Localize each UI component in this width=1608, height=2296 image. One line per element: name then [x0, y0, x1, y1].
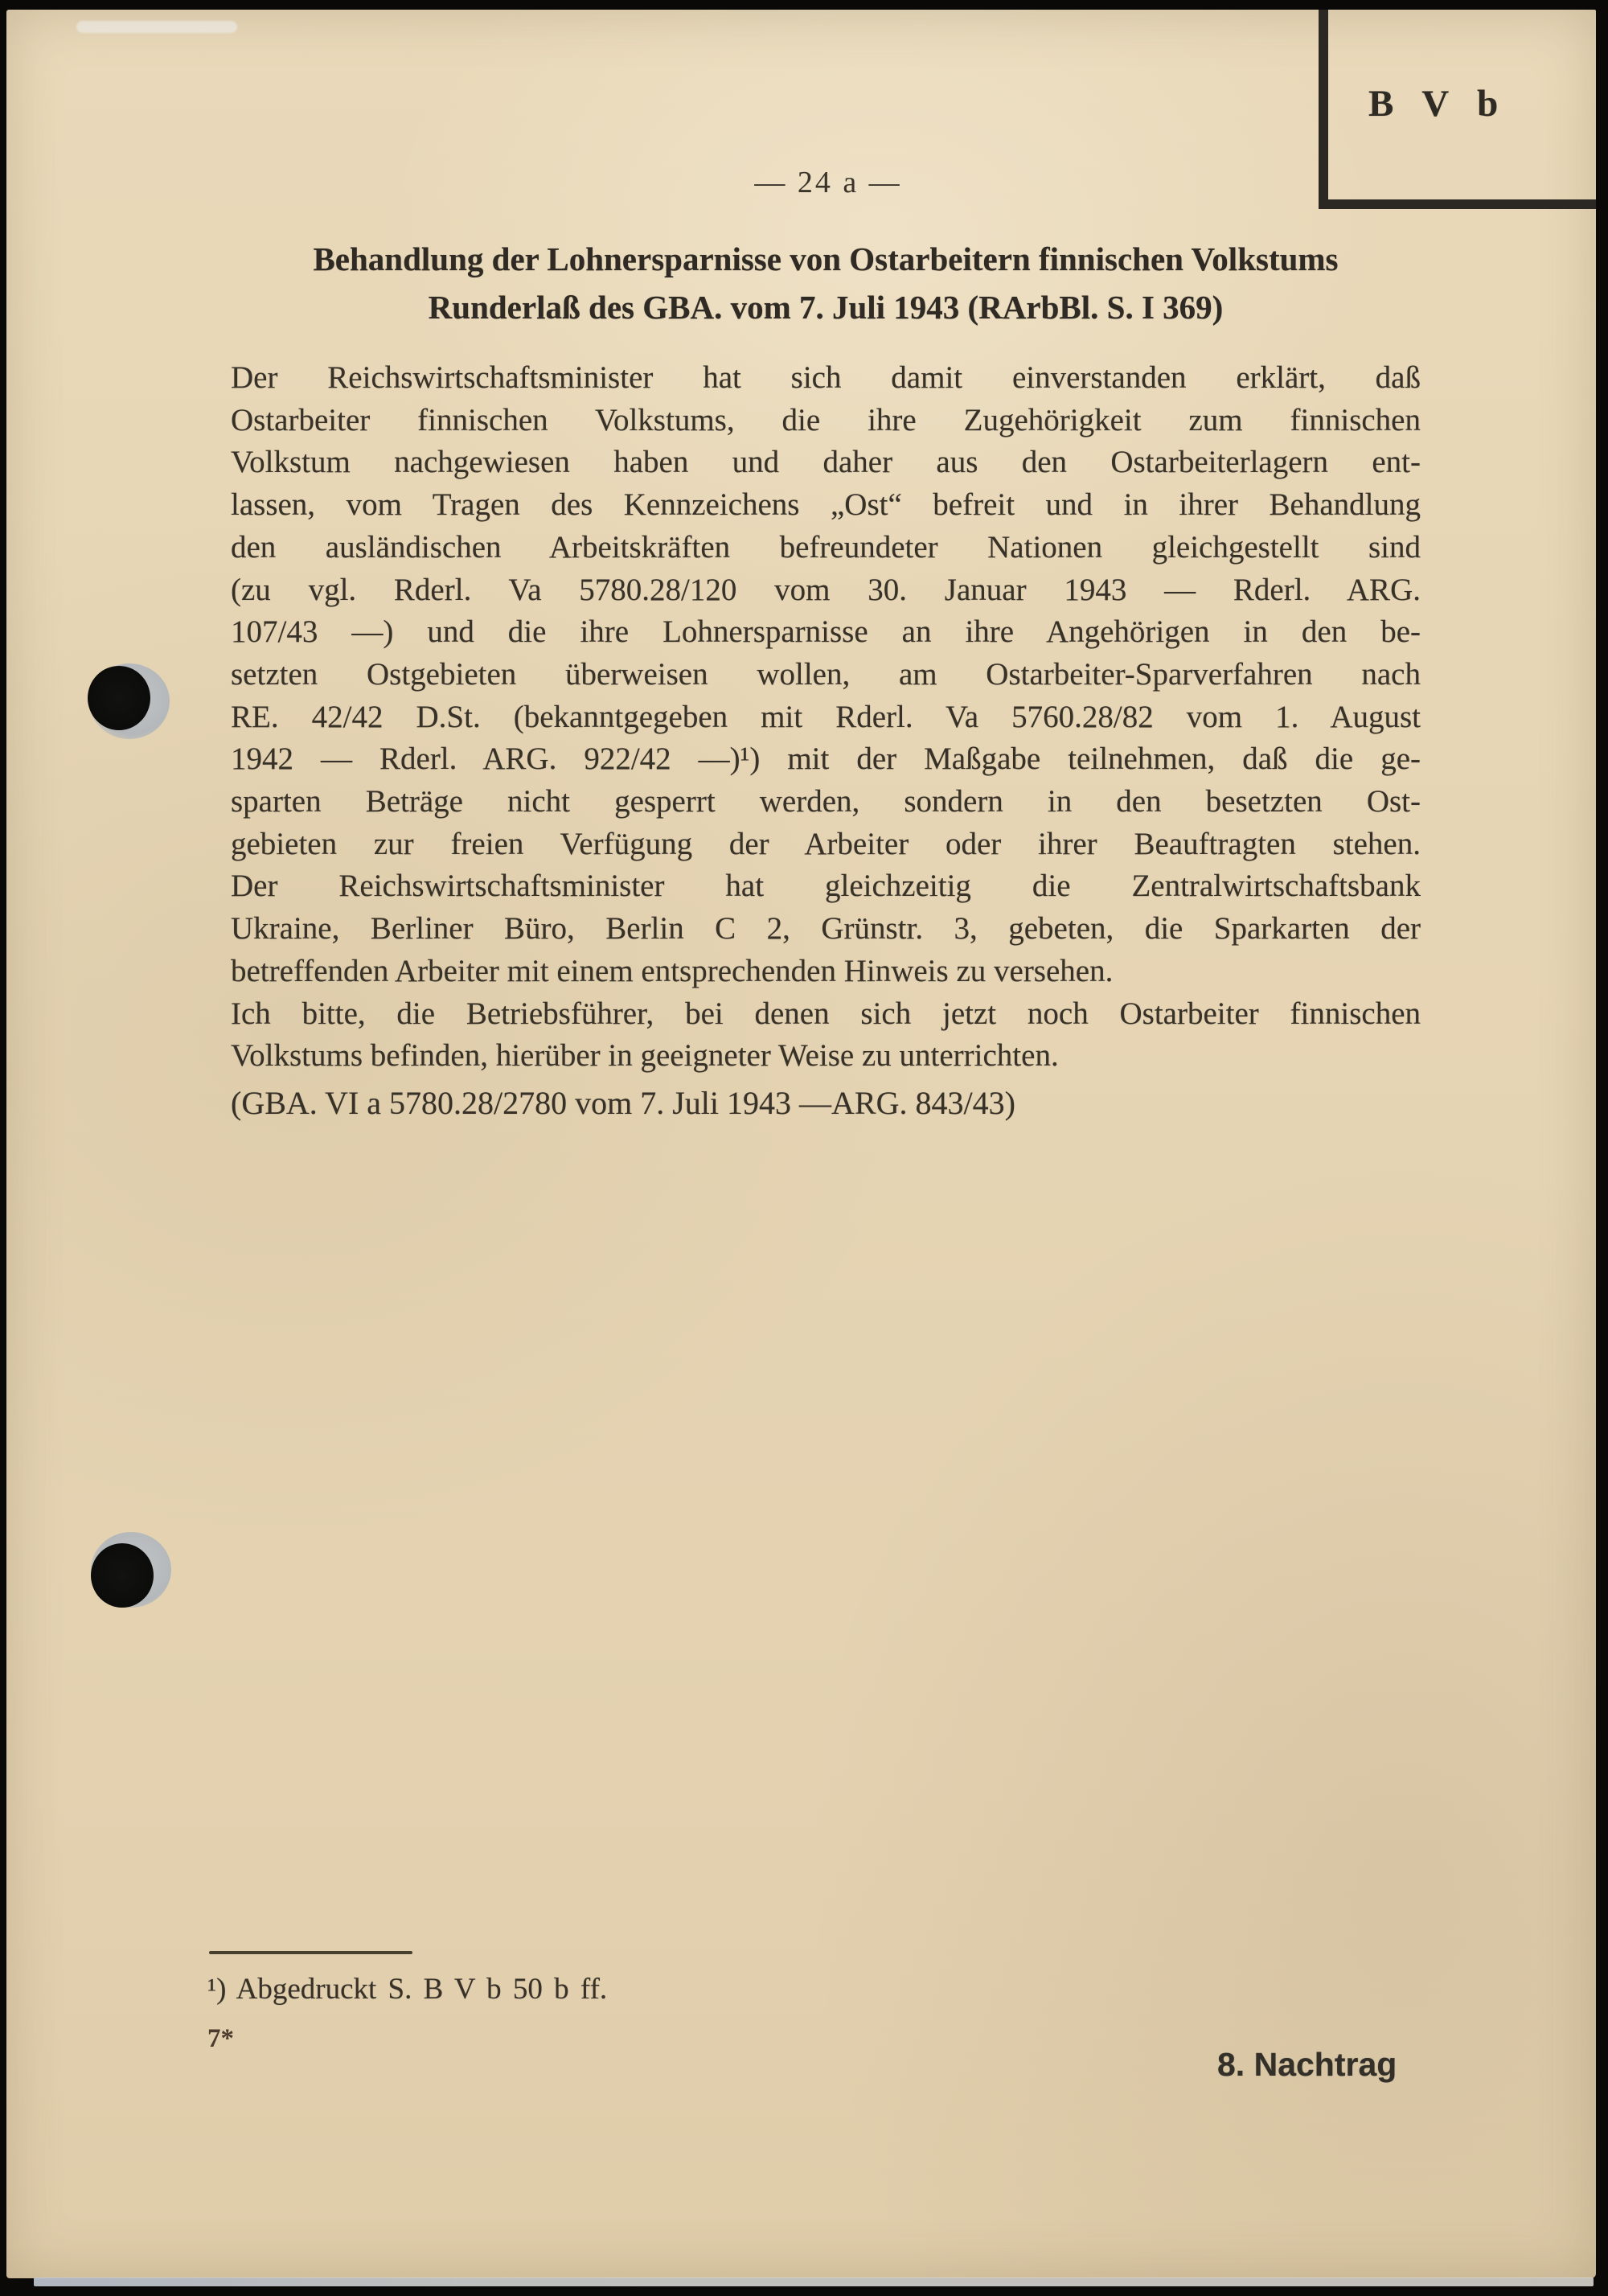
body-line: Ostarbeiter finnischen Volkstums, die ihre Zugehörigkeit zum finnischen: [231, 402, 1421, 437]
body-line: setzten Ostgebieten überweisen wollen, am Ostarbeiter-Sparverfahren nach: [231, 656, 1421, 692]
citation-line: (GBA. VI a 5780.28/2780 vom 7. Juli 1943 —ARG. 843/43): [231, 1085, 1015, 1121]
body-line: lassen, vom Tragen des Kennzeichens „Ost“ befreit und in ihrer Behandlung: [231, 487, 1421, 523]
footnote-text: ¹) Abgedruckt S. B V b 50 b ff.: [207, 1973, 608, 2006]
body-line: betreffenden Arbeiter mit einem entsprechenden Hinweis zu versehen.: [231, 953, 1114, 988]
underlying-page-edge: [34, 2278, 1594, 2286]
body-line: Der Reichswirtschaftsminister hat sich damit einverstanden erklärt, daß: [231, 360, 1421, 395]
punch-hole-top: [89, 663, 170, 739]
body-line: Volkstums befinden, hierüber in geeigneter Weise zu unterrichten.: [231, 1038, 1059, 1074]
supplement-label: 8. Nachtrag: [1217, 2046, 1397, 2083]
body-line: Der Reichswirtschaftsminister hat gleichzeitig die Zentralwirtschaftsbank: [231, 869, 1421, 904]
punch-hole-bottom-opening: [91, 1543, 154, 1608]
body-line: RE. 42/42 D.St. (bekanntgegeben mit Rderl. Va 5760.28/82 vom 1. August: [231, 699, 1421, 734]
punch-hole-bottom: [91, 1532, 171, 1608]
body-text: [231, 357, 1421, 1078]
body-line: sparten Beträge nicht gesperrt werden, sondern in den besetzten Ost-: [231, 784, 1421, 819]
body-line: Volkstum nachgewiesen haben und daher aus den Ostarbeiterlagern ent-: [231, 445, 1421, 480]
paper-edge-highlight: [76, 21, 237, 33]
body-line: 1942 — Rderl. ARG. 922/42 —)¹) mit der Maßgabe teilnehmen, daß die ge-: [231, 741, 1421, 777]
body-line: den ausländischen Arbeitskräften befreundeter Nationen gleichgestellt sind: [231, 529, 1421, 565]
footnote-rule: [209, 1951, 412, 1954]
body-line: Ich bitte, die Betriebsführer, bei denen sich jetzt noch Ostarbeiter finnischen: [231, 996, 1421, 1031]
classification-label: B V b: [1368, 83, 1508, 125]
page-number: — 24 a —: [754, 166, 902, 199]
punch-hole-top-opening: [88, 666, 150, 730]
title-line-2: Runderlaß des GBA. vom 7. Juli 1943 (RArbBl. S. I 369): [428, 289, 1224, 326]
body-line: gebieten zur freien Verfügung der Arbeiter oder ihrer Beauftragten stehen.: [231, 826, 1421, 861]
body-line: (zu vgl. Rderl. Va 5780.28/120 vom 30. Januar 1943 — Rderl. ARG.: [231, 572, 1421, 607]
classification-box: [1319, 10, 1596, 209]
title-line-1: Behandlung der Lohnersparnisse von Ostarbeitern finnischen Volkstums: [313, 240, 1339, 277]
body-line: Ukraine, Berliner Büro, Berlin C 2, Grünstr. 3, gebeten, die Sparkarten der: [231, 911, 1421, 947]
body-line: 107/43 —) und die ihre Lohnersparnisse an ihre Angehörigen in den be-: [231, 614, 1421, 650]
document-title: [231, 235, 1421, 331]
sheet-signature-mark: 7*: [207, 2024, 234, 2053]
document-page: [6, 10, 1596, 2278]
